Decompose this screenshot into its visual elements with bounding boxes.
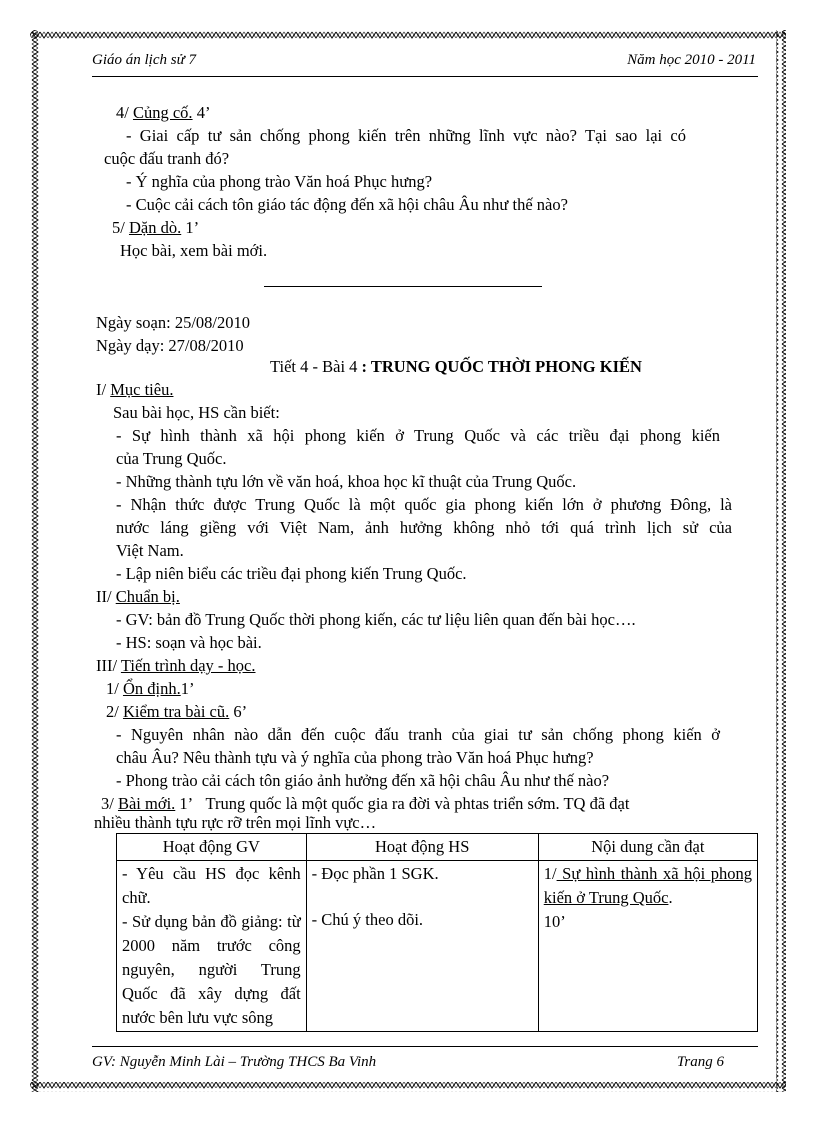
header-school-year: Năm học 2010 - 2011 <box>627 52 756 68</box>
muc-tieu-2: - Những thành tựu lớn về văn hoá, khoa học kĩ thuật của Trung Quốc. <box>116 472 577 491</box>
muc-tieu-intro: Sau bài học, HS cần biết: <box>113 403 280 422</box>
footer-rule <box>92 1046 758 1047</box>
muc-tieu-3-end: Việt Nam. <box>116 541 184 560</box>
table-row <box>117 861 758 1032</box>
kiem-tra-q1-cont: châu Âu? Nêu thành tựu và ý nghĩa của phong trào Văn hoá Phục hưng? <box>116 748 594 767</box>
header-subject: Giáo án lịch sử 7 <box>92 52 197 68</box>
tien-trinh-heading: III/ Tiến trình dạy - học. <box>96 656 256 675</box>
col-header-hs: Hoạt động HS <box>306 834 538 861</box>
cung-co-q3: - Cuộc cải cách tôn giáo tác động đến xã hội châu Âu như thế nào? <box>126 195 568 214</box>
kiem-tra-heading: 2/ Kiểm tra bài cũ. 6’ <box>106 702 248 721</box>
header-rule <box>92 76 758 77</box>
table-header-row <box>117 834 758 861</box>
hs-step-1: - Đọc phần 1 SGK. <box>311 864 439 883</box>
hs-step-2: - Chú ý theo dõi. <box>311 910 424 929</box>
activity-table <box>116 833 758 1032</box>
noi-dung-title: 1/ Sự hình thành xã hội phong kiến ở Trung Quốc. <box>543 864 752 907</box>
cung-co-q1: - Giai cấp tư sản chống phong kiến trên những lĩnh vực nào? Tại sao lại có <box>126 126 686 145</box>
section-separator <box>264 286 542 287</box>
muc-tieu-heading: I/ Mục tiêu. <box>96 380 174 399</box>
footer-page-number: Trang 6 <box>676 1054 724 1070</box>
cell-noi-dung <box>538 861 757 1032</box>
ngay-soan: Ngày soạn: 25/08/2010 <box>96 313 250 332</box>
cung-co-q1-cont: cuộc đấu tranh đó? <box>104 149 230 168</box>
kiem-tra-q2: - Phong trào cải cách tôn giáo ảnh hưởng đến xã hội châu Âu như thế nào? <box>116 771 610 790</box>
cell-hs <box>306 861 538 1032</box>
chuan-bi-gv: - GV: bản đồ Trung Quốc thời phong kiến, các tư liệu liên quan đến bài học…. <box>116 610 636 629</box>
footer-teacher: GV: Nguyễn Minh Lài – Trường THCS Ba Vinh <box>92 1054 377 1070</box>
gv-step-1: - Yêu cầu HS đọc kênh chữ. <box>122 864 301 907</box>
col-header-gv: Hoạt động GV <box>117 834 307 861</box>
chuan-bi-heading: II/ Chuẩn bị. <box>96 587 180 606</box>
ngay-day: Ngày dạy: 27/08/2010 <box>96 336 244 355</box>
dan-do-text: Học bài, xem bài mới. <box>120 241 268 260</box>
muc-tieu-1: - Sự hình thành xã hội phong kiến ở Trung Quốc và các triều đại phong kiến <box>116 426 720 445</box>
on-dinh: 1/ Ổn định.1’ <box>106 679 195 698</box>
cung-co-heading: 4/ Củng cố. 4’ <box>116 103 211 122</box>
bai-moi-line: 3/ Bài mới. 1’ Trung quốc là một quốc gia ra đời và phtas triển sớm. TQ đã đạt <box>101 794 630 813</box>
lesson-title: Tiết 4 - Bài 4 : TRUNG QUỐC THỜI PHONG KIẾN <box>270 357 642 376</box>
muc-tieu-4: - Lập niên biểu các triều đại phong kiến Trung Quốc. <box>116 564 467 583</box>
kiem-tra-q1: - Nguyên nhân nào dẫn đến cuộc đấu tranh của giai tư sản chống phong kiến ở <box>116 725 720 744</box>
dan-do-heading: 5/ Dặn dò. 1’ <box>112 218 200 237</box>
gv-step-2: - Sử dụng bản đồ giảng: từ 2000 năm trước công nguyên, người Trung Quốc đã xây dựng đất nước bên lưu vực sông <box>122 912 301 1027</box>
muc-tieu-1-cont: của Trung Quốc. <box>116 449 227 468</box>
muc-tieu-3-cont: nước láng giềng với Việt Nam, ảnh hưởng không nhỏ tới quá trình lịch sử của <box>116 518 732 537</box>
cell-gv <box>117 861 307 1032</box>
cung-co-q2: - Ý nghĩa của phong trào Văn hoá Phục hưng? <box>126 172 433 191</box>
noi-dung-time: 10’ <box>543 912 566 931</box>
col-header-noi-dung: Nội dung cần đạt <box>538 834 757 861</box>
bai-moi-cont: nhiều thành tựu rực rỡ trên mọi lĩnh vực… <box>94 813 377 832</box>
muc-tieu-3: - Nhận thức được Trung Quốc là một quốc gia phong kiến lớn ở phương Đông, là <box>116 495 732 514</box>
chuan-bi-hs: - HS: soạn và học bài. <box>116 633 262 652</box>
